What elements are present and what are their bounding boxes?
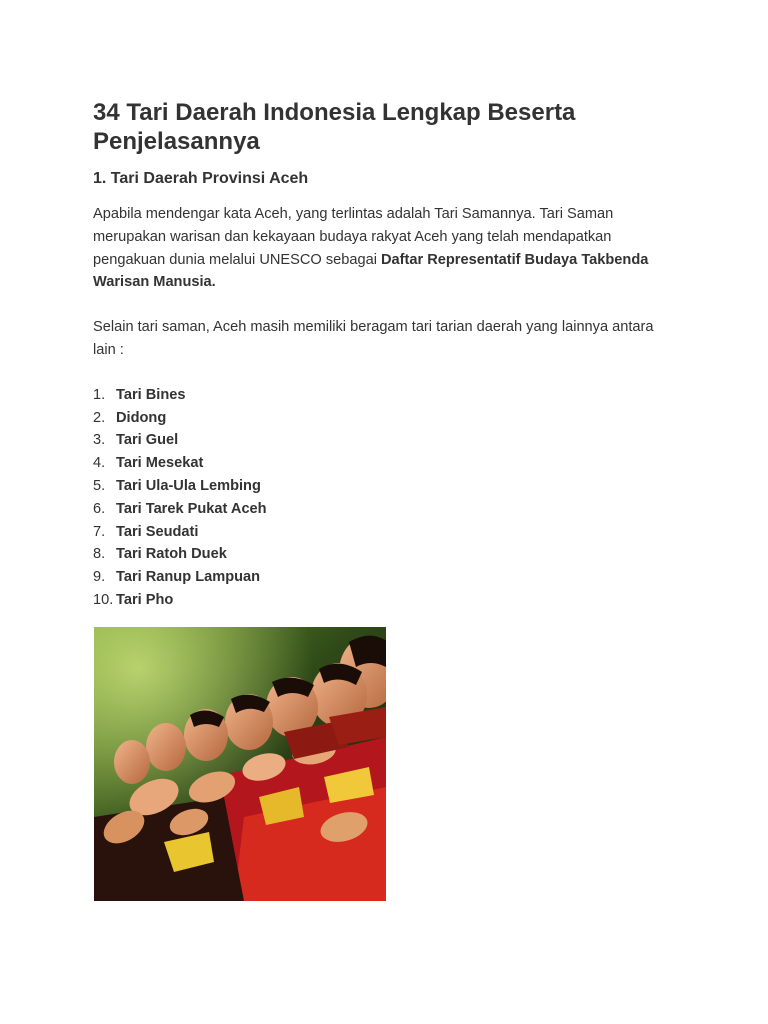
- list-item-number: 5.: [93, 477, 106, 494]
- list-item: [93, 384, 673, 407]
- dance-list: [93, 384, 673, 612]
- list-item-name: Tari Seudati: [116, 523, 199, 540]
- article: [93, 98, 673, 612]
- section-heading: 1. Tari Daerah Provinsi Aceh: [93, 170, 309, 187]
- list-item: [93, 521, 673, 544]
- list-item-name: Tari Bines: [116, 386, 186, 403]
- list-item: [93, 475, 673, 498]
- list-item: [93, 407, 673, 430]
- list-item-number: 10.: [93, 591, 114, 608]
- list-item: [93, 429, 673, 452]
- list-item-name: Tari Ranup Lampuan: [116, 569, 261, 586]
- page-title: 34 Tari Daerah Indonesia Lengkap Beserta Penjelasannya: [93, 99, 576, 155]
- list-item-number: 7.: [93, 523, 106, 540]
- list-item-number: 3.: [93, 432, 106, 449]
- list-item: [93, 566, 673, 589]
- list-item-name: Didong: [116, 409, 167, 426]
- list-item-number: 9.: [93, 569, 106, 586]
- list-item-name: Tari Mesekat: [116, 455, 204, 472]
- list-item-number: 8.: [93, 546, 106, 563]
- list-item: [93, 498, 673, 521]
- list-item-number: 2.: [93, 409, 106, 426]
- list-item: [93, 452, 673, 475]
- list-intro-paragraph: Selain tari saman, Aceh masih memiliki beragam tari tarian daerah yang lainnya antara lain :: [93, 319, 654, 358]
- list-item-name: Tari Guel: [116, 432, 179, 449]
- list-item-number: 1.: [93, 386, 106, 403]
- list-item: [93, 589, 673, 612]
- list-item-number: 4.: [93, 455, 106, 472]
- intro-paragraph: [93, 203, 673, 294]
- saman-dance-photo: [94, 627, 386, 901]
- list-item-name: Tari Tarek Pukat Aceh: [116, 500, 267, 517]
- list-item-number: 6.: [93, 500, 106, 517]
- intro-paragraph-text: Apabila mendengar kata Aceh, yang terlintas adalah Tari Samannya. Tari Saman merupakan warisan dan kekayaan budaya rakyat Aceh yang telah mendapatkan pengakuan dunia melalui UNESCO sebagai: [93, 206, 614, 268]
- intro-paragraph-highlight: Daftar Representatif Budaya Takbenda Warisan Manusia.: [93, 251, 649, 291]
- list-item-name: Tari Ula-Ula Lembing: [116, 477, 261, 494]
- list-item-name: Tari Pho: [116, 591, 174, 608]
- list-item-name: Tari Ratoh Duek: [116, 546, 227, 563]
- list-item: [93, 543, 673, 566]
